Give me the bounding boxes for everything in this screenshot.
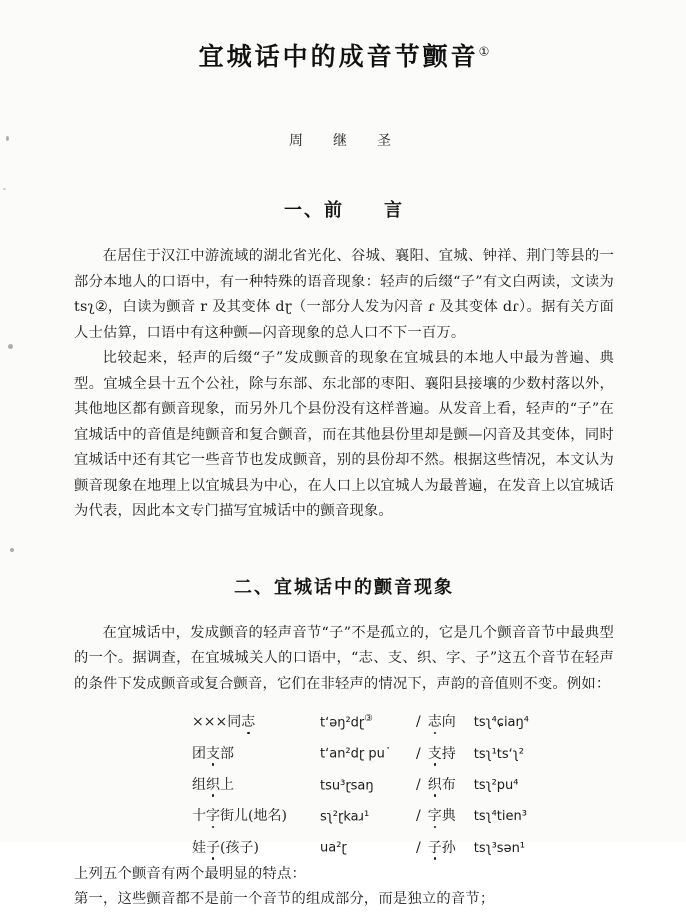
- section-heading-2: 二、宜城话中的颤音现象: [234, 576, 454, 598]
- page-title-text: 宜城话中的成音节颤音: [198, 42, 479, 71]
- example-gloss-ipa: tsʅ²pu⁴: [473, 777, 519, 793]
- example-ipa-text: tʻan²dɽ pu˙: [320, 746, 392, 762]
- example-gloss-ipa: tsʅ³sən¹: [473, 840, 526, 856]
- example-word-post: 上: [220, 776, 234, 793]
- example-word: [192, 772, 320, 799]
- example-ipa-text: sʅ²ɽkaɹ¹: [320, 809, 370, 825]
- example-word-post: (孩子): [220, 839, 259, 856]
- example-gloss: [428, 741, 474, 768]
- example-ipa: [320, 705, 412, 736]
- example-gloss-post: 典: [441, 808, 456, 825]
- scan-speckle: [6, 136, 9, 141]
- example-gloss-post: 布: [441, 776, 456, 793]
- example-gloss: [428, 709, 474, 736]
- example-separator: /: [416, 839, 421, 856]
- paragraph-section2-1: 在宜城话中，发成颤音的轻声音节“子”不是孤立的，它是几个颤音音节中最典型的一个。据调查，在宜城城关人的口语中，“志、支、织、字、子”这五个音节在轻声的条件下发成颤音或复合颤音，它们在非轻声的情况下，声韵的音值则不变。例如：: [74, 624, 614, 692]
- example-separator: /: [416, 745, 421, 762]
- example-row: [74, 736, 614, 767]
- closing-line-2: 第一，这些颤音都不是前一个音节的组成部分，而是独立的音节；: [74, 891, 495, 908]
- page-title: [74, 42, 614, 72]
- example-word: [192, 803, 320, 830]
- example-ipa: [320, 768, 412, 799]
- scan-speckle: [8, 344, 13, 349]
- example-row: [74, 768, 614, 799]
- example-ipa-text: tʻəŋ²dɽ: [320, 715, 365, 731]
- example-word-pre: ×××同: [192, 714, 242, 731]
- example-gloss-focus: 支: [427, 745, 442, 762]
- example-word-post: 街儿(地名): [220, 808, 287, 825]
- paragraph-intro-1: 在居住于汉江中游流域的湖北省光化、谷城、襄阳、宜城、钟祥、荆门等县的一部分本地人的口语中，有一种特殊的语音现象：轻声的后缀“子”有文白两读，文读为 tsʅ②，白读为颤音 r 及其变体 dɽ（一部分人发为闪音 ɾ 及其变体 dɾ）。据有关方面人士估算，口语中有这种颤—闪音现象的总人口不下一百万。: [74, 248, 614, 341]
- paragraph-intro-2: 比较起来，轻声的后缀“子”发成颤音的现象在宜城县的本地人中最为普遍、典型。宜城全县十五个公社，除与东部、东北部的枣阳、襄阳县接壤的少数村落以外，其他地区都有颤音现象，而另外几个县份没有这样普遍。从发音上看，轻声的“子”在宜城话中的音值是纯颤音和复合颤音，而在其他县份里却是颤—闪音及其变体，同时宜城话中还有其它一些音节也发成颤音，别的县份却不然。根据这些情况，本文认为颤音现象在地理上以宜城县为中心，在人口上以宜城人为最普遍，在发音上以宜城话为代表，因此本文专门描写宜城话中的颤音现象。: [74, 350, 614, 519]
- example-gloss: [428, 772, 474, 799]
- example-gloss-post: 孙: [441, 839, 456, 856]
- example-ipa: [320, 736, 412, 767]
- example-word-focus: 字: [206, 808, 220, 825]
- example-ipa: [320, 799, 412, 830]
- example-gloss-ipa: tsʅ⁴tien³: [473, 809, 527, 825]
- example-word-pre: 娃: [192, 839, 206, 856]
- example-word-focus: 志: [241, 714, 256, 731]
- title-footnote-marker: ①: [478, 44, 490, 59]
- example-word-pre: 十: [192, 808, 206, 825]
- page-content: [74, 0, 614, 913]
- scan-speckle: [10, 548, 14, 552]
- example-word-focus: 织: [206, 776, 220, 793]
- example-gloss: [428, 803, 474, 830]
- example-gloss-ipa: tsʅ⁴ɕiaŋ⁴: [473, 715, 529, 731]
- example-separator: /: [416, 808, 421, 825]
- example-row: [74, 799, 614, 830]
- example-gloss-post: 持: [441, 745, 456, 762]
- example-word: [192, 709, 320, 736]
- example-row: [74, 705, 614, 736]
- closing-line-1: 上列五个颤音有两个最明显的特点：: [74, 865, 306, 882]
- example-gloss-focus: 志: [427, 714, 442, 731]
- example-gloss-post: 向: [441, 714, 456, 731]
- example-word: [192, 835, 320, 862]
- example-word-pre: 组: [192, 776, 206, 793]
- example-gloss-focus: 子: [427, 839, 442, 856]
- example-gloss-focus: 字: [427, 808, 442, 825]
- example-gloss-focus: 织: [427, 776, 442, 793]
- example-gloss: [428, 835, 474, 862]
- example-ipa-text: ua²ɽ: [320, 840, 347, 856]
- example-word: [192, 741, 320, 768]
- example-list: [74, 705, 614, 862]
- example-word-focus: 子: [206, 839, 220, 856]
- author-name: 周 继 圣: [289, 133, 399, 149]
- example-word-post: 部: [220, 745, 234, 762]
- example-separator: /: [416, 714, 421, 731]
- example-ipa: [320, 830, 412, 861]
- example-row: [74, 830, 614, 861]
- example-word-pre: 团: [192, 745, 206, 762]
- example-separator: /: [416, 776, 421, 793]
- example-word-focus: 支: [206, 745, 220, 762]
- section-heading-1: 一、前 言: [284, 200, 404, 221]
- scan-speckle: [3, 188, 6, 190]
- example-gloss-ipa: tsʅ¹tsʻʅ²: [473, 746, 525, 762]
- example-ipa-footnote: ③: [364, 713, 373, 724]
- example-ipa-text: tsu³ɽsaŋ: [320, 777, 374, 793]
